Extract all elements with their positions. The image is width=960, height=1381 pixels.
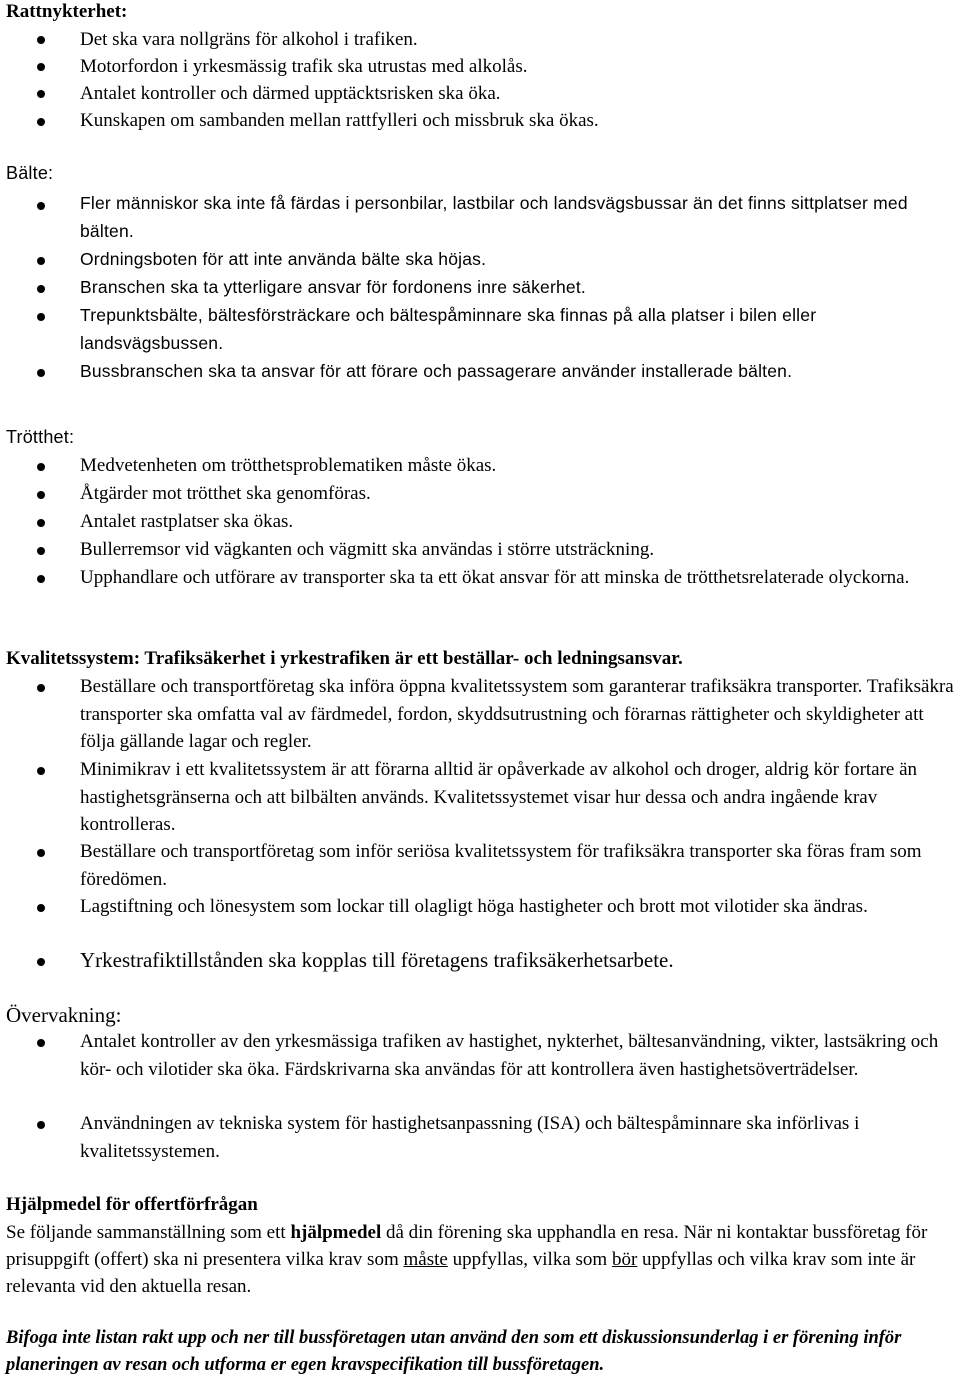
bullet: [37, 90, 45, 98]
help-text-underline-bor: bör: [611, 1249, 638, 1270]
bullet: [37, 313, 45, 321]
bullet: [37, 904, 45, 912]
bullet: [37, 1039, 45, 1047]
bullet: [37, 118, 45, 126]
list-item: Antalet kontroller av den yrkesmässiga trafiken av hastighet, nykterhet, bältesanvändning, vikter, lastsäkring och kör- och vilotider ska öka. Färdskrivarna ska användas för att kontrollera även hastighetsöverträdelser.: [80, 1031, 939, 1080]
bullet: [37, 547, 45, 555]
list-item: Antalet rastplatser ska ökas.: [80, 511, 294, 532]
bullet: [37, 463, 45, 471]
list-item: Kunskapen om sambanden mellan rattfylleri och missbruk ska ökas.: [80, 110, 599, 131]
help-heading: Hjälpmedel för offertförfrågan: [6, 1194, 258, 1215]
section-heading-balte: Bälte:: [6, 163, 54, 183]
bullet: [37, 202, 45, 210]
list-item: Bussbranschen ska ta ansvar för att förare och passagerare använder installerade bälten.: [80, 361, 793, 381]
list-item: Motorfordon i yrkesmässig trafik ska utrustas med alkolås.: [80, 56, 528, 77]
bullet: [37, 1121, 45, 1129]
list-item: Upphandlare och utförare av transporter ska ta ett ökat ansvar för att minska de trötthetsrelaterade olyckorna.: [80, 567, 910, 588]
help-text-4: uppfyllas och vilka krav som inte är relevanta vid den aktuella resan.: [6, 1249, 916, 1297]
list-item: Minimikrav i ett kvalitetssystem är att förarna alltid är opåverkade av alkohol och droger, aldrig kör fortare än hastighetsgränserna och att bilbälten används. Kvalitetssystemet visar hur dessa och andra ingående krav kontrolleras.: [80, 759, 918, 835]
list-item: Yrkestrafiktillstånden ska kopplas till företagens trafiksäkerhetsarbete.: [80, 948, 674, 972]
help-text-underline-maste: måste: [403, 1249, 448, 1270]
help-note: Bifoga inte listan rakt upp och ner till bussföretagen utan använd den som ett diskussionsunderlag i er förening inför planeringen av resan och utforma er egen kravspecifikation till bussföretagen.: [6, 1328, 902, 1375]
section-heading-kvalitetssystem: Kvalitetssystem: Trafiksäkerhet i yrkestrafiken är ett beställar- och ledningsansvar.: [6, 648, 683, 669]
bullet: [37, 63, 45, 71]
list-item: Åtgärder mot trötthet ska genomföras.: [80, 483, 371, 504]
list-item: Det ska vara nollgräns för alkohol i trafiken.: [80, 29, 418, 50]
bullet: [37, 684, 45, 692]
bullet: [37, 369, 45, 377]
section-heading-overvakning: Övervakning:: [6, 1003, 122, 1027]
list-item: Bullerremsor vid vägkanten och vägmitt ska användas i större utsträckning.: [80, 539, 655, 560]
list-item: Medvetenheten om trötthetsproblematiken måste ökas.: [80, 455, 497, 476]
help-text-bold: hjälpmedel: [290, 1222, 382, 1243]
help-text-1: Se följande sammanställning som ett: [6, 1222, 291, 1243]
section-heading-trotthet: Trötthet:: [6, 427, 75, 447]
help-paragraph: [6, 1219, 954, 1300]
list-item: Fler människor ska inte få färdas i personbilar, lastbilar och landsvägsbussar än det finns sittplatser med bälten.: [80, 193, 908, 241]
bullet: [37, 257, 45, 265]
bullet: [37, 958, 45, 966]
section-heading-rattnykterhet: Rattnykterhet:: [6, 1, 128, 22]
list-item: Beställare och transportföretag ska införa öppna kvalitetssystem som garanterar trafiksäkra transporter. Trafiksäkra transporter ska omfatta val av färdmedel, fordon, skyddsutrustning och förarnas rättigheter och skyldigheter att följa gällande lagar och regler.: [80, 676, 954, 752]
list-item: Trepunktsbälte, bältesförsträckare och bältespåminnare ska finnas på alla platser i bilen eller landsvägsbussen.: [80, 305, 817, 353]
bullet: [37, 767, 45, 775]
list-item: Branschen ska ta ytterligare ansvar för fordonens inre säkerhet.: [80, 277, 586, 297]
bullet: [37, 491, 45, 499]
bullet: [37, 575, 45, 583]
list-item: Användningen av tekniska system för hastighetsanpassning (ISA) och bältespåminnare ska införlivas i kvalitetssystemen.: [80, 1113, 860, 1162]
bullet: [37, 36, 45, 44]
bullet: [37, 519, 45, 527]
list-item: Lagstiftning och lönesystem som lockar till olagligt höga hastigheter och brott mot vilotider ska ändras.: [80, 896, 868, 917]
list-item: Ordningsboten för att inte använda bälte ska höjas.: [80, 249, 487, 269]
list-item: Antalet kontroller och därmed upptäcktsrisken ska öka.: [80, 83, 501, 104]
list-item: Beställare och transportföretag som inför seriösa kvalitetssystem för trafiksäkra transporter ska föras fram som föredömen.: [80, 841, 922, 890]
help-text-3: uppfyllas, vilka som: [447, 1249, 612, 1270]
bullet: [37, 849, 45, 857]
bullet: [37, 285, 45, 293]
help-text-2: då din förening ska upphandla en resa. När ni kontaktar bussföretag för prisuppgift (offert) ska ni presentera vilka krav som: [6, 1222, 928, 1270]
